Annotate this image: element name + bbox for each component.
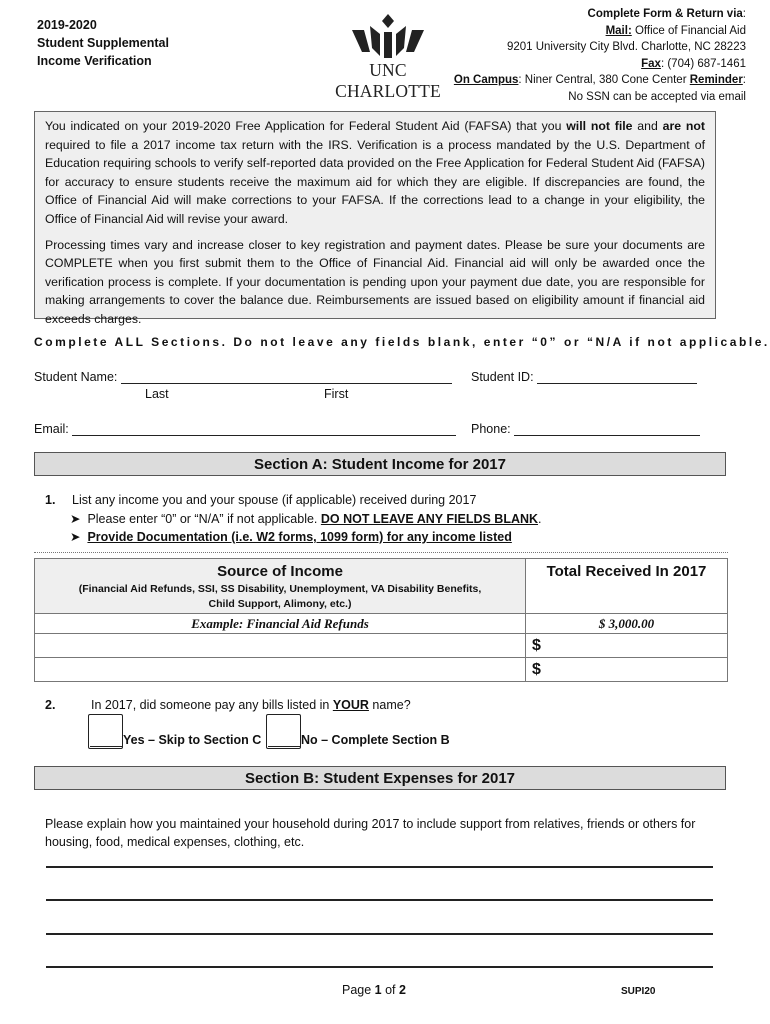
arrow-bullet-icon: ➤ [70, 512, 81, 526]
fax-value: : (704) 687-1461 [660, 57, 746, 70]
question-1-number: 1. [45, 493, 56, 507]
income-amount-input[interactable]: $ [526, 634, 728, 658]
instructions-line: Complete ALL Sections. Do not leave any fields blank, enter “0” or “N/A if not applicable. [34, 335, 770, 349]
reminder-value: No SSN can be accepted via email [568, 90, 746, 103]
explanation-line-2[interactable] [46, 899, 713, 901]
table-row [35, 634, 728, 658]
income-source-input[interactable] [35, 634, 526, 658]
example-source: Example: Financial Aid Refunds [35, 614, 526, 634]
mail-label: Mail: [605, 24, 632, 37]
email-field[interactable] [72, 422, 456, 436]
bullet-1: ➤ Please enter “0” or “N/A” if not applicable. DO NOT LEAVE ANY FIELDS BLANK. [70, 512, 542, 526]
return-label: Complete Form & Return via [587, 8, 743, 20]
mail-value: Office of Financial Aid [634, 24, 746, 37]
arrow-bullet-icon: ➤ [70, 530, 81, 544]
reminder-label: Reminder [689, 74, 743, 86]
source-column-header: Source of Income (Financial Aid Refunds, SSI, SS Disability, Unemployment, VA Disability Benefits, Child Support, Alimony, etc.) [35, 559, 526, 614]
logo-wordmark: UNC CHARLOTTE [335, 60, 441, 101]
mailing-address: 9201 University City Blvd. Charlotte, NC 28223 [506, 41, 746, 53]
first-name-caption: First [324, 387, 349, 401]
student-name-label: Student Name: [34, 370, 118, 384]
fax-label: Fax [641, 57, 661, 70]
intro-paragraph-1: You indicated on your 2019-2020 Free Application for Federal Student Aid (FAFSA) that you will not file and are not required to file a 2017 income tax return with the IRS. Verification is a process mandated by the U.S. Department of Education requiring schools to verify self-reported data provided on the Free Application for Federal Student Aid (FAFSA) for accuracy to ensure students receive the maximum aid for which they are eligible. If discrepancies are found, the Office of Financial Aid will make corrections to your FAFSA. If the corrections lead to a change in your eligibility, the Office of Financial Aid will revise your award. [45, 119, 705, 226]
section-a-title: Section A: Student Income for 2017 [34, 452, 726, 476]
student-name-row [34, 370, 452, 384]
section-b-title: Section B: Student Expenses for 2017 [34, 766, 726, 790]
email-row [34, 422, 456, 436]
return-instructions: Complete Form & Return via: Mail: Office of Financial Aid 9201 University City Blvd. Charlotte, NC 28223 Fax: (704) 687-1461 On Campus: Niner Central, 380 Cone Center Reminder: No SSN can be accepted via email [454, 6, 746, 105]
table-row [35, 658, 728, 682]
phone-field[interactable] [514, 422, 700, 436]
student-name-field[interactable] [121, 370, 452, 384]
income-source-input[interactable] [35, 658, 526, 682]
campus-value: : Niner Central, 380 Cone Center [518, 74, 687, 86]
crown-icon [318, 12, 458, 60]
unc-charlotte-logo [318, 12, 458, 101]
form-year: 2019-2020 [37, 18, 97, 32]
income-table-header [35, 559, 728, 614]
section-b-prompt: Please explain how you maintained your household during 2017 to include support from relatives, friends or others for housing, food, medical expenses, clothing, etc. [45, 817, 696, 849]
phone-label: Phone: [471, 422, 511, 436]
example-row [35, 614, 728, 634]
example-amount: $ 3,000.00 [526, 614, 728, 634]
question-2-text: In 2017, did someone pay any bills listed in YOUR name? [91, 698, 411, 712]
page-indicator: Page 1 of 2 [342, 983, 406, 997]
last-name-caption: Last [145, 387, 169, 401]
student-id-field[interactable] [537, 370, 697, 384]
email-label: Email: [34, 422, 69, 436]
explanation-line-1[interactable] [46, 866, 713, 868]
campus-label: On Campus [453, 74, 519, 86]
amount-column-header: Total Received In 2017 [526, 559, 728, 614]
no-blank [268, 735, 301, 747]
form-title-block [37, 16, 169, 70]
no-option [268, 733, 450, 747]
bullet-2: ➤ Provide Documentation (i.e. W2 forms, 1099 form) for any income listed [70, 530, 512, 544]
phone-row [471, 422, 700, 436]
yes-option [90, 733, 261, 747]
form-code: SUPI20 [621, 986, 656, 997]
income-table [34, 558, 728, 682]
form-title-line-1: Student Supplemental [37, 36, 169, 50]
explanation-line-3[interactable] [46, 933, 713, 935]
income-amount-input[interactable]: $ [526, 658, 728, 682]
divider [34, 552, 728, 553]
question-2-number: 2. [45, 698, 56, 712]
question-1-text: List any income you and your spouse (if applicable) received during 2017 [72, 493, 477, 507]
intro-paragraph-2: Processing times vary and increase closer to key registration and payment dates. Please be sure your documents are COMPLETE when you first submit them to the Office of Financial Aid. Financial aid will only be awarded once the verification process is complete. If your documentation is pending upon your payment due date, you are responsible for making arrangements to cover the balance due. Reimbursements are issued based on eligibility amount if financial aid exceeds charges. [45, 237, 705, 326]
yes-label: Yes – Skip to Section C [123, 733, 262, 747]
yes-blank [90, 735, 123, 747]
student-id-label: Student ID: [471, 370, 534, 384]
explanation-line-4[interactable] [46, 966, 713, 968]
form-title-line-2: Income Verification [37, 54, 152, 68]
intro-notice [34, 111, 716, 326]
student-id-row [471, 370, 697, 384]
no-label: No – Complete Section B [301, 733, 450, 747]
